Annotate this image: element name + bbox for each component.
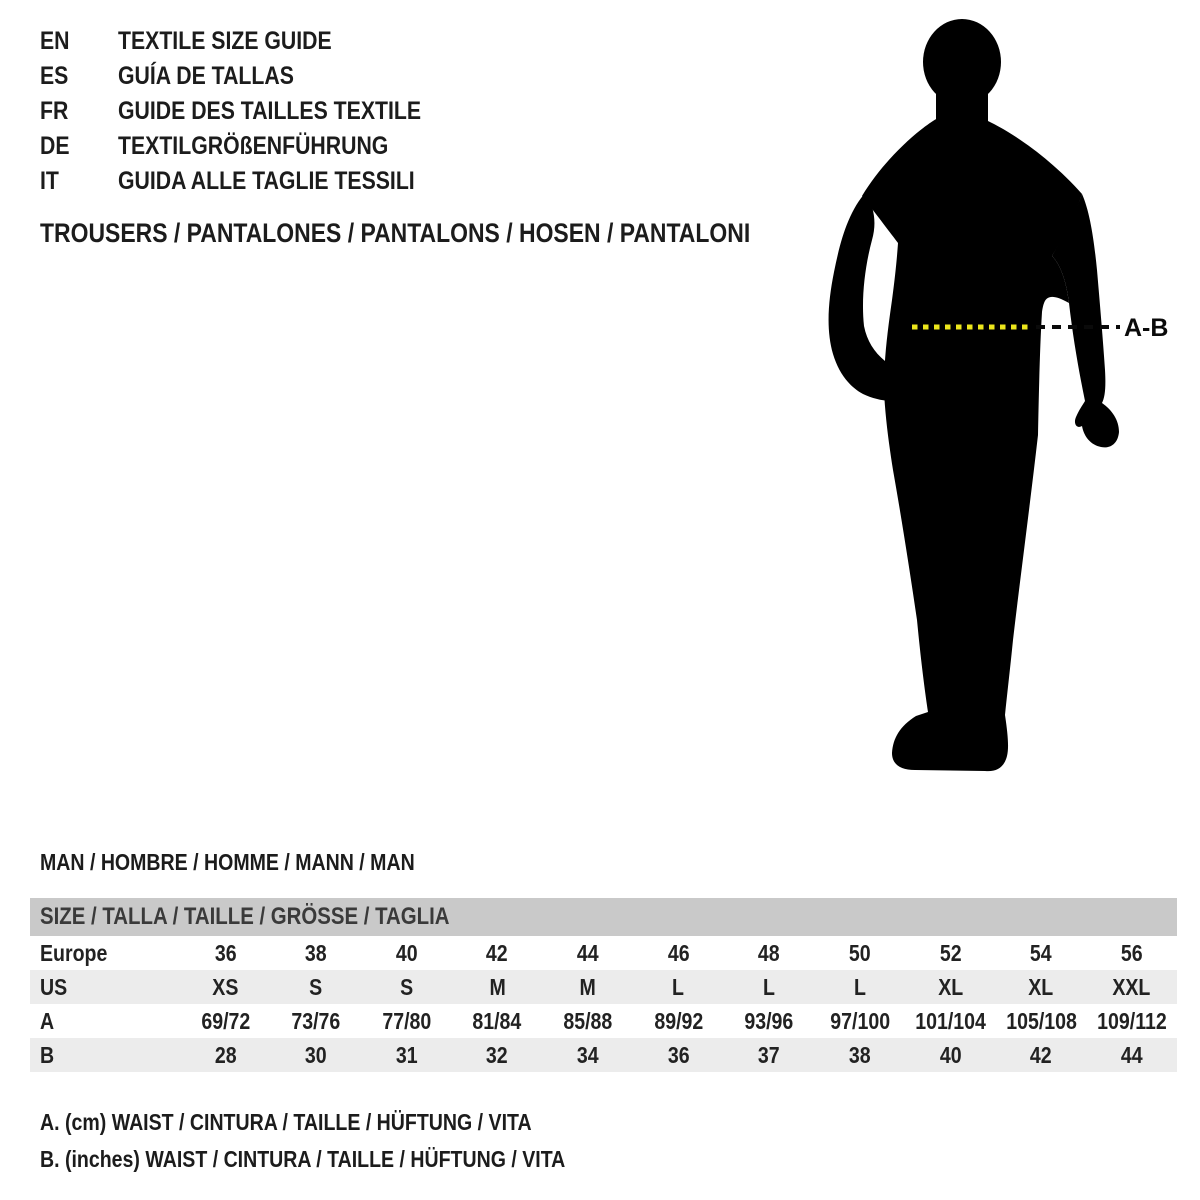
size-cell: 32 <box>486 1041 509 1068</box>
language-label: TEXTILE SIZE GUIDE <box>118 27 332 55</box>
language-row-en <box>40 24 475 59</box>
size-cell: 101/104 <box>915 1007 986 1034</box>
footnote-a <box>40 1104 658 1141</box>
footnote-b-text: B. (inches) WAIST / CINTURA / TAILLE / HÜFTUNG / VITA <box>40 1146 566 1172</box>
size-cell: 40 <box>939 1041 962 1068</box>
size-cell: 105/108 <box>1005 1007 1077 1034</box>
size-cell: XL <box>1028 973 1054 1000</box>
measure-label: A-B <box>1124 314 1169 342</box>
language-row-es <box>40 59 475 94</box>
size-cell: 44 <box>576 939 599 966</box>
size-cell: 38 <box>848 1041 871 1068</box>
table-row-us <box>30 970 1177 1004</box>
size-cell: 30 <box>305 1041 327 1068</box>
language-code: FR <box>40 97 69 125</box>
size-cell: 54 <box>1030 939 1052 966</box>
size-cell: 69/72 <box>200 1007 250 1034</box>
size-table-header <box>30 898 1177 936</box>
table-row-b-inches <box>30 1038 1177 1072</box>
size-table <box>30 898 1177 1072</box>
size-cell: 40 <box>395 939 418 966</box>
size-cell: 73/76 <box>291 1007 341 1034</box>
size-cell: XL <box>937 973 963 1000</box>
product-heading <box>40 218 876 249</box>
footnote-b <box>40 1141 658 1178</box>
size-cell: 93/96 <box>744 1007 794 1034</box>
language-code: IT <box>40 167 59 195</box>
language-label: GUIDE DES TAILLES TEXTILE <box>118 97 422 125</box>
size-cell: 38 <box>305 939 327 966</box>
product-heading-text: TROUSERS / PANTALONES / PANTALONS / HOSEN / PANTALONI <box>40 218 751 248</box>
language-code: DE <box>40 132 70 160</box>
size-cell: S <box>309 973 323 1000</box>
size-cell: 56 <box>1120 939 1143 966</box>
row-label: US <box>40 973 68 1000</box>
size-cell: 34 <box>576 1041 599 1068</box>
size-cell: 52 <box>939 939 962 966</box>
size-cell: 36 <box>214 939 237 966</box>
size-cell: L <box>672 973 685 1000</box>
size-cell: M <box>579 973 597 1000</box>
size-table-header-text: SIZE / TALLA / TAILLE / GRÖSSE / TAGLIA <box>40 903 450 930</box>
size-cell: XS <box>212 973 239 1000</box>
footnote-a-text: A. (cm) WAIST / CINTURA / TAILLE / HÜFTUNG / VITA <box>40 1109 532 1135</box>
row-label: A <box>40 1007 55 1034</box>
size-cell: 31 <box>395 1041 418 1068</box>
language-row-fr <box>40 94 475 129</box>
size-cell: 97/100 <box>829 1007 890 1034</box>
category-heading-text: MAN / HOMBRE / HOMME / MANN / MAN <box>40 849 415 875</box>
size-cell: 42 <box>1030 1041 1052 1068</box>
size-cell: L <box>853 973 866 1000</box>
size-cell: 37 <box>758 1041 781 1068</box>
size-cell: M <box>489 973 506 1000</box>
size-cell: XXL <box>1112 973 1151 1000</box>
footnotes <box>40 1104 658 1178</box>
size-cell: 77/80 <box>382 1007 432 1034</box>
language-label: GUÍA DE TALLAS <box>118 62 294 90</box>
size-cell: 85/88 <box>563 1007 613 1034</box>
language-code: EN <box>40 27 70 55</box>
size-cell: S <box>400 973 414 1000</box>
size-cell: 109/112 <box>1096 1007 1167 1034</box>
language-label: TEXTILGRÖßENFÜHRUNG <box>118 132 389 160</box>
man-silhouette-figure <box>790 0 1200 800</box>
table-row-a-cm <box>30 1004 1177 1038</box>
size-cell: 42 <box>486 939 509 966</box>
row-label: B <box>40 1041 55 1068</box>
language-row-it <box>40 164 475 199</box>
language-label: GUIDA ALLE TAGLIE TESSILI <box>118 167 415 195</box>
table-row-europe <box>30 936 1177 970</box>
category-heading <box>40 849 481 876</box>
language-row-de <box>40 129 475 164</box>
size-cell: L <box>763 973 776 1000</box>
size-cell: 28 <box>214 1041 237 1068</box>
language-guide-list <box>40 24 475 199</box>
size-cell: 46 <box>667 939 690 966</box>
size-cell: 48 <box>758 939 781 966</box>
size-cell: 44 <box>1120 1041 1143 1068</box>
man-silhouette <box>829 19 1119 771</box>
size-cell: 81/84 <box>472 1007 522 1034</box>
size-cell: 89/92 <box>654 1007 703 1034</box>
language-code: ES <box>40 62 69 90</box>
row-label: Europe <box>40 939 108 966</box>
size-cell: 36 <box>667 1041 690 1068</box>
size-cell: 50 <box>848 939 871 966</box>
